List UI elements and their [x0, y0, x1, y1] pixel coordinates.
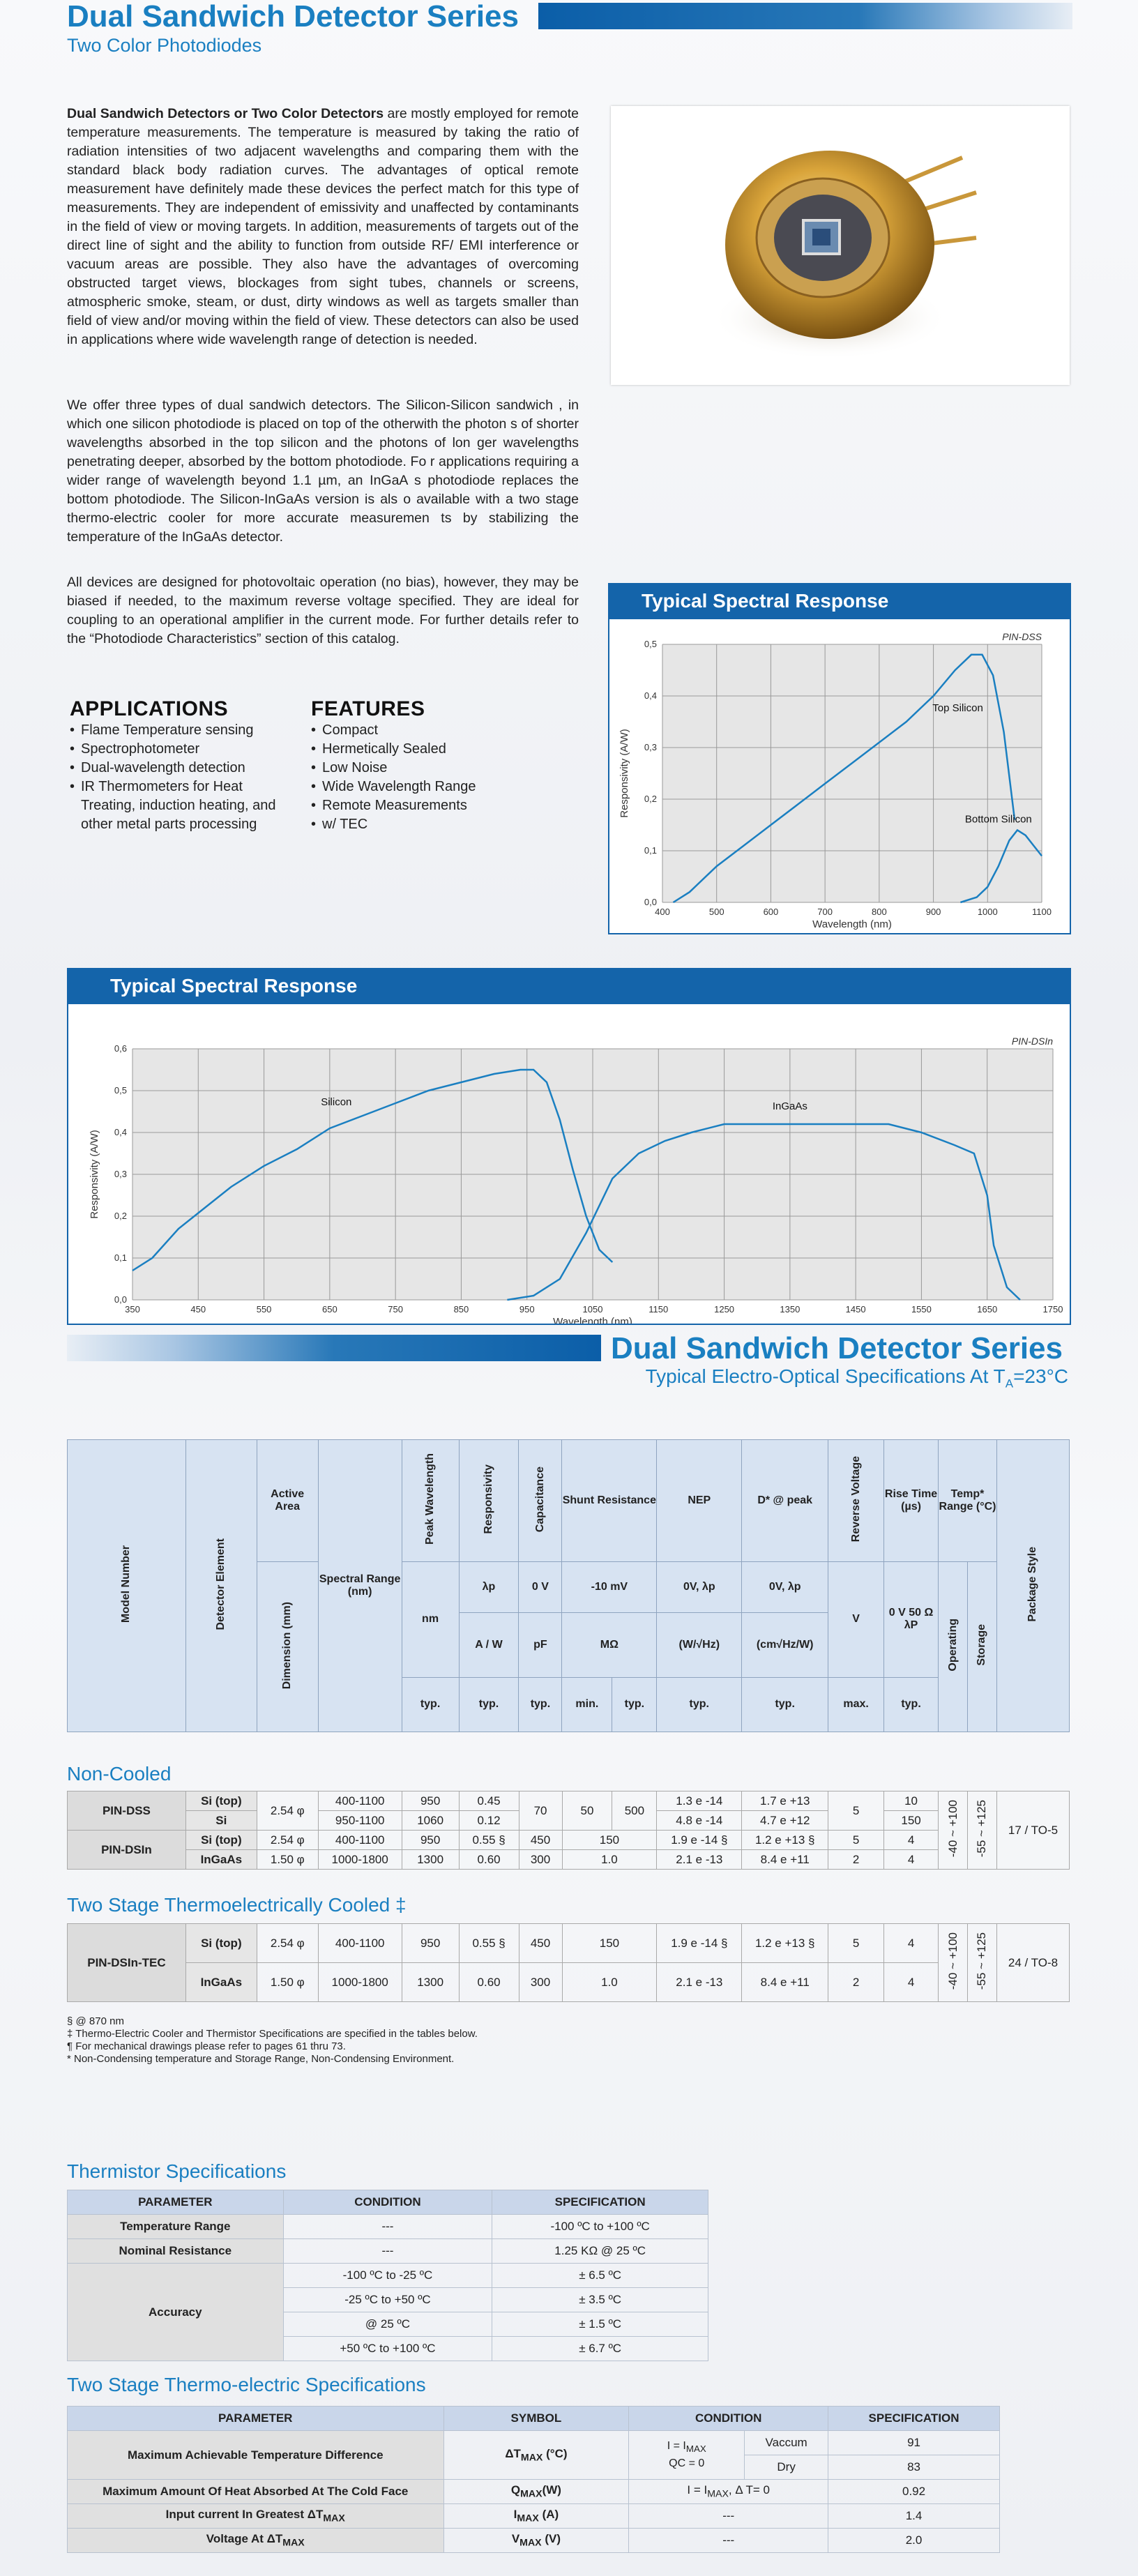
rv-cell: 5 [828, 1831, 884, 1850]
r-cell: 0.60 [459, 1850, 519, 1870]
x-tick-label: 600 [763, 907, 779, 917]
r-cell: 0.55 § [459, 1924, 519, 1963]
page-title: Dual Sandwich Detector Series [67, 0, 519, 33]
unit-nep: (W/√Hz) [657, 1612, 742, 1677]
col-active-area: Active Area [257, 1440, 318, 1562]
sr-cell: 400-1100 [318, 1791, 402, 1811]
shunt-cell: 1.0 [562, 1963, 657, 2002]
element-cell: InGaAs [185, 1963, 257, 2002]
intro-paragraph-1: Dual Sandwich Detectors or Two Color Detectors are mostly employed for remote temperature measurements. The temperature is measured by taking the ratio of radiation intensities of two adjacent wavelengths and comparing them with the standard black body radiation curves. The advantages of optical remote measurement have definitely made these devices the perfect match for this type of measurements. They are independent of emissivity and unaffected by contaminants in the field of view or moving targets. In addition, measurements of targets out of the direct line of sight and the ability to function from outside RF/ EMI interference or vacuum areas are possible. They also have the advantages of overcoming obstructed target views, blockages from sight tubes, channels or screens, atmospheric smoke, steam, or dust, dirty windows as well as targets smaller than field of view and/or moving within the field of view. These detectors can also be used in applications where wide wavelength range of detection is needed. [67, 106, 579, 347]
x-tick-label: 350 [125, 1304, 140, 1314]
th-cond: CONDITION [283, 2190, 492, 2215]
spec-cell: -100 ºC to +100 ºC [492, 2215, 708, 2239]
rv-cell: 2 [828, 1850, 884, 1870]
list-item: • Remote Measurements [311, 796, 534, 815]
op-cell: -40 ~ +100 [946, 1799, 959, 1858]
pk-cell: 950 [402, 1831, 459, 1850]
cond-nep: 0V, λp [657, 1562, 742, 1612]
spec-cell: ± 3.5 ºC [492, 2288, 708, 2312]
th-spec: SPECIFICATION [492, 2190, 708, 2215]
rt-cell: 4 [884, 1924, 939, 1963]
cond-cell: +50 ºC to +100 ºC [283, 2337, 492, 2361]
x-tick-label: 700 [817, 907, 833, 917]
element-cell: Si (top) [185, 1791, 257, 1811]
x-tick-label: 850 [453, 1304, 469, 1314]
footnotes [67, 2015, 764, 2066]
model-cell: PIN-DSIn-TEC [68, 1924, 186, 2002]
cap-cell: 300 [519, 1963, 562, 2002]
cond-cell: -100 ºC to -25 ºC [283, 2264, 492, 2288]
spec-cell: 91 [828, 2431, 1000, 2455]
product-photo [611, 106, 1070, 385]
spec-header-bar [67, 1335, 601, 1361]
col-package: Package Style [1026, 1546, 1039, 1622]
y-axis-label: Responsivity (A/W) [619, 729, 630, 818]
col-peak: Peak Wavelength [424, 1453, 437, 1545]
sr-cell: 400-1100 [318, 1924, 402, 1963]
dim-cell: 2.54 φ [257, 1924, 318, 1963]
unit-aw: A / W [459, 1612, 519, 1677]
table-row [68, 1791, 1070, 1811]
spec-cell: 0.92 [828, 2480, 1000, 2504]
rv-cell: 5 [828, 1791, 884, 1831]
rt-cell: 4 [884, 1850, 939, 1870]
chart-pin-dss [608, 583, 1071, 934]
param-cell: Temperature Range [68, 2215, 284, 2239]
d-cell: 4.7 e +12 [742, 1811, 828, 1831]
x-tick-label: 400 [655, 907, 670, 917]
unit-dstar: (cm√Hz/W) [742, 1612, 828, 1677]
sr-cell: 950-1100 [318, 1811, 402, 1831]
table-row [68, 1831, 1070, 1850]
sr-cell: 1000-1800 [318, 1850, 402, 1870]
param-cell: Accuracy [68, 2264, 284, 2361]
nep-cell: 2.1 e -13 [657, 1850, 742, 1870]
th-symbol: SYMBOL [443, 2407, 629, 2431]
chart-svg [609, 619, 1070, 933]
rv-cell: 2 [828, 1963, 884, 2002]
cap-cell: 450 [519, 1924, 562, 1963]
param-cell: Maximum Amount Of Heat Absorbed At The Cold Face [68, 2480, 444, 2504]
list-item: • Compact [311, 721, 534, 740]
x-tick-label: 1450 [845, 1304, 866, 1314]
page-subtitle: Two Color Photodiodes [67, 35, 262, 56]
element-cell: Si (top) [185, 1831, 257, 1850]
x-tick-label: 500 [708, 907, 724, 917]
spec-cell: 1.4 [828, 2504, 1000, 2529]
x-tick-label: 550 [256, 1304, 272, 1314]
typ: typ. [519, 1677, 562, 1732]
th-spec: SPECIFICATION [828, 2407, 1000, 2431]
col-model: Model Number [120, 1545, 132, 1623]
nep-cell: 2.1 e -13 [657, 1963, 742, 2002]
cond-cell: @ 25 ºC [283, 2312, 492, 2337]
r-cell: 0.45 [459, 1791, 519, 1811]
spec-cell: 2.0 [828, 2529, 1000, 2553]
rt-cell: 10 [884, 1791, 939, 1811]
element-cell: InGaAs [185, 1850, 257, 1870]
table-row [68, 2264, 708, 2288]
col-spectral-range: Spectral Range (nm) [318, 1440, 402, 1732]
pkg-cell: 17 / TO-5 [996, 1791, 1069, 1870]
col-storage: Storage [976, 1624, 988, 1666]
tec-table [67, 1923, 1070, 2002]
pk-cell: 1300 [402, 1850, 459, 1870]
cond-cell: --- [629, 2504, 828, 2529]
unit-mohm: MΩ [562, 1612, 657, 1677]
op-cell: -40 ~ +100 [946, 1932, 959, 1990]
footnote: ‡ Thermo-Electric Cooler and Thermistor Specifications are specified in the tables below. [67, 2028, 478, 2040]
tec-heading: Two Stage Thermoelectrically Cooled ‡ [67, 1894, 407, 1916]
col-reverse-voltage: Reverse Voltage [849, 1456, 862, 1543]
styp-cell: 500 [612, 1791, 657, 1831]
thermistor-heading: Thermistor Specifications [67, 2160, 287, 2182]
cond-cell: --- [283, 2239, 492, 2264]
th-param: PARAMETER [68, 2407, 444, 2431]
nep-cell: 1.9 e -14 § [657, 1831, 742, 1850]
features-list [311, 721, 534, 834]
sr-cell: 1000-1800 [318, 1963, 402, 2002]
d-cell: 8.4 e +11 [742, 1963, 828, 2002]
y-tick-label: 0,2 [644, 794, 657, 804]
spec-cell: ± 1.5 ºC [492, 2312, 708, 2337]
cond-cell: $I = I_{MAX}$ QC = 0 [629, 2431, 745, 2480]
x-tick-label: 1100 [1032, 907, 1052, 917]
x-tick-label: 950 [519, 1304, 535, 1314]
table-row [68, 2529, 1000, 2553]
noncooled-heading: Non-Cooled [67, 1763, 172, 1785]
y-tick-label: 0,6 [114, 1043, 127, 1054]
max: max. [828, 1677, 884, 1732]
col-element: Detector Element [215, 1538, 227, 1630]
y-tick-label: 0,1 [644, 845, 657, 856]
footnote: * Non-Condensing temperature and Storage Range, Non-Condensing Environment. [67, 2053, 455, 2065]
x-tick-label: 1350 [780, 1304, 801, 1314]
features-heading: FEATURES [311, 697, 425, 720]
cap-cell: 300 [519, 1850, 562, 1870]
series-label: InGaAs [772, 1100, 807, 1112]
footnote: § @ 870 nm [67, 2015, 124, 2027]
chart-title: Typical Spectral Response [609, 584, 1070, 619]
spec-cell: ± 6.5 ºC [492, 2264, 708, 2288]
element-cell: Si (top) [185, 1924, 257, 1963]
d-cell: 1.2 e +13 § [742, 1924, 828, 1963]
smin-cell: 50 [562, 1791, 612, 1831]
list-item: • Low Noise [311, 759, 534, 778]
chart-title: Typical Spectral Response [68, 969, 1070, 1004]
unit-nm: nm [402, 1562, 459, 1677]
list-item: • Flame Temperature sensing [70, 721, 279, 740]
x-tick-label: 800 [872, 907, 887, 917]
x-tick-label: 1050 [582, 1304, 603, 1314]
table-row [68, 1850, 1070, 1870]
symbol-cell: $V_{MAX}$ (V) [443, 2529, 629, 2553]
cond-rise: 0 V 50 Ω λP [884, 1562, 939, 1677]
list-item: • Dual-wavelength detection [70, 759, 279, 778]
model-cell: PIN-DSS [68, 1791, 186, 1831]
param-cell: Nominal Resistance [68, 2239, 284, 2264]
cap-cell: 450 [519, 1831, 562, 1850]
symbol-cell: $\Delta T_{MAX}$ (°C) [443, 2431, 629, 2480]
nep-cell: 1.3 e -14 [657, 1791, 742, 1811]
y-tick-label: 0,0 [114, 1294, 127, 1305]
cond-cell: --- [629, 2529, 828, 2553]
table-row [68, 2480, 1000, 2504]
col-responsivity: Responsivity [482, 1464, 494, 1534]
x-tick-label: 650 [322, 1304, 337, 1314]
x-tick-label: 450 [190, 1304, 206, 1314]
typ: typ. [402, 1677, 459, 1732]
element-cell: Si [185, 1811, 257, 1831]
x-tick-label: 1000 [977, 907, 998, 917]
applications-heading: APPLICATIONS [70, 697, 229, 720]
series-label: Top Silicon [932, 702, 983, 715]
noncooled-table [67, 1791, 1070, 1870]
table-row [68, 1963, 1070, 2002]
symbol-cell: $Q_{MAX}(W)$ [443, 2480, 629, 2504]
chart-svg [68, 1004, 1070, 1324]
dim-cell: 2.54 φ [257, 1831, 318, 1850]
d-cell: 8.4 e +11 [742, 1850, 828, 1870]
st-cell: -55 ~ +125 [975, 1799, 989, 1858]
x-axis-label: Wavelength (nm) [553, 1316, 632, 1324]
col-dimension: Dimension (mm) [281, 1601, 294, 1689]
col-capacitance: Capacitance [533, 1466, 546, 1532]
typ: typ. [742, 1677, 828, 1732]
x-tick-label: 1550 [911, 1304, 932, 1314]
chart-tag: PIN-DSIn [1011, 1036, 1053, 1047]
rt-cell: 4 [884, 1963, 939, 2002]
list-item: • Hermetically Sealed [311, 740, 534, 759]
model-cell: PIN-DSIn [68, 1831, 186, 1870]
param-cell: Voltage At $\Delta T_{MAX}$ [68, 2529, 444, 2553]
x-tick-label: 1250 [714, 1304, 735, 1314]
y-tick-label: 0,5 [114, 1085, 127, 1096]
cond-cell: Dry [745, 2455, 828, 2480]
col-temp-range: Temp* Range (°C) [939, 1440, 997, 1562]
thermistor-table [67, 2190, 708, 2361]
cap-cell: 70 [519, 1791, 562, 1831]
y-tick-label: 0,1 [114, 1252, 127, 1263]
y-tick-label: 0,2 [114, 1211, 127, 1221]
y-tick-label: 0,4 [644, 690, 657, 701]
y-axis-label: Responsivity (A/W) [89, 1130, 100, 1219]
min: min. [562, 1677, 612, 1732]
header-bar [538, 3, 1072, 29]
table-row [68, 2215, 708, 2239]
table-row [68, 1924, 1070, 1963]
r-cell: 0.60 [459, 1963, 519, 2002]
pk-cell: 950 [402, 1924, 459, 1963]
intro-paragraph-3: All devices are designed for photovoltaic operation (no bias), however, they may be biased if needed, to the maximum reverse voltage specified. They are ideal for coupling to an operational amplifier in the current mode. For further details refer to the “Photodiode Characteristics” section of this catalog. [67, 575, 579, 646]
symbol-cell: $I_{MAX}$ (A) [443, 2504, 629, 2529]
st-cell: -55 ~ +125 [975, 1932, 989, 1990]
rt-cell: 150 [884, 1811, 939, 1831]
sr-cell: 400-1100 [318, 1831, 402, 1850]
dim-cell: 1.50 φ [257, 1850, 318, 1870]
cond-dstar: 0V, λp [742, 1562, 828, 1612]
col-dstar: D* @ peak [742, 1440, 828, 1562]
x-tick-label: 900 [925, 907, 941, 917]
unit-v: V [828, 1562, 884, 1677]
spec-title: Dual Sandwich Detector Series [611, 1331, 1063, 1365]
pk-cell: 1060 [402, 1811, 459, 1831]
intro-paragraph-2: We offer three types of dual sandwich detectors. The Silicon-Silicon sandwich , in which one silicon photodiode is placed on top of the otherwith the photon s of shorter wavelengths absorbed in the top silicon and the photons of lon ger wavelengths penetrating deeper, absorbed by the bottom photodiode. Fo r applications requiring a wider range of wavelength beyond 1.1 µm, an InGaA s photodiode replaces the bottom photodiode. The Silicon-InGaAs version is als o available with a two stage thermo-electric cooler for more accurate measuremen ts by stabilizing the temperature of the InGaAs detector. [67, 397, 579, 545]
x-tick-label: 750 [388, 1304, 403, 1314]
cond-cell: $I = I_{MAX}$, Δ T= 0 [629, 2480, 828, 2504]
list-item: • w/ TEC [311, 815, 534, 834]
chart-tag: PIN-DSS [1002, 631, 1042, 642]
list-item: • Spectrophotometer [70, 740, 279, 759]
param-cell: Maximum Achievable Temperature Difference [68, 2431, 444, 2480]
col-rise-time: Rise Time (µs) [884, 1440, 939, 1562]
r-cell: 0.55 § [459, 1831, 519, 1850]
table-row [68, 2431, 1000, 2455]
y-tick-label: 0,3 [114, 1169, 127, 1179]
unit-pf: pF [519, 1612, 562, 1677]
r-cell: 0.12 [459, 1811, 519, 1831]
series-label: Silicon [321, 1096, 352, 1108]
y-tick-label: 0,4 [114, 1127, 127, 1137]
typ: typ. [612, 1677, 657, 1732]
spec-cell: ± 6.7 ºC [492, 2337, 708, 2361]
typ: typ. [459, 1677, 519, 1732]
th-cond: CONDITION [629, 2407, 828, 2431]
nep-cell: 1.9 e -14 § [657, 1924, 742, 1963]
list-item: • Wide Wavelength Range [311, 778, 534, 796]
spec-cell: 1.25 KΩ @ 25 ºC [492, 2239, 708, 2264]
spec-cell: 83 [828, 2455, 1000, 2480]
th-param: PARAMETER [68, 2190, 284, 2215]
x-tick-label: 1650 [977, 1304, 998, 1314]
shunt-cell: 150 [562, 1924, 657, 1963]
applications-list [70, 721, 279, 834]
list-item: • IR Thermometers for Heat Treating, induction heating, and other metal parts processing [70, 778, 279, 834]
x-tick-label: 1750 [1042, 1304, 1063, 1314]
chart-pin-dsin [67, 968, 1071, 1325]
cond-lp: λp [459, 1562, 519, 1612]
rt-cell: 4 [884, 1831, 939, 1850]
x-tick-label: 1150 [648, 1304, 669, 1314]
cond-cell: Vaccum [745, 2431, 828, 2455]
shunt-cell: 1.0 [562, 1850, 657, 1870]
y-tick-label: 0,5 [644, 639, 657, 649]
dim-cell: 2.54 φ [257, 1791, 318, 1831]
te-table [67, 2406, 1000, 2553]
d-cell: 1.2 e +13 § [742, 1831, 828, 1850]
col-nep: NEP [657, 1440, 742, 1562]
pkg-cell: 24 / TO-8 [996, 1924, 1069, 2002]
table-row [68, 2504, 1000, 2529]
spec-subtitle: Typical Electro-Optical Specifications At $T_A=23^\circ C$ [645, 1365, 1068, 1391]
rv-cell: 5 [828, 1924, 884, 1963]
cond-cell: --- [283, 2215, 492, 2239]
series-label: Bottom Silicon [964, 813, 1032, 826]
te-heading: Two Stage Thermo-electric Specifications [67, 2374, 426, 2395]
dim-cell: 1.50 φ [257, 1963, 318, 2002]
d-cell: 1.7 e +13 [742, 1791, 828, 1811]
cond-10mv: -10 mV [562, 1562, 657, 1612]
typ: typ. [884, 1677, 939, 1732]
y-tick-label: 0,3 [644, 742, 657, 752]
cond-cell: -25 ºC to +50 ºC [283, 2288, 492, 2312]
x-axis-label: Wavelength (nm) [812, 918, 892, 930]
y-tick-label: 0,0 [644, 897, 657, 907]
col-operating: Operating [946, 1619, 959, 1672]
pk-cell: 950 [402, 1791, 459, 1811]
typ: typ. [657, 1677, 742, 1732]
nep-cell: 4.8 e -14 [657, 1811, 742, 1831]
cond-0v: 0 V [519, 1562, 562, 1612]
shunt-cell: 150 [562, 1831, 657, 1850]
spec-header-table [67, 1439, 1070, 1732]
table-row [68, 2239, 708, 2264]
footnote: ¶ For mechanical drawings please refer to pages 61 thru 73. [67, 2040, 346, 2052]
param-cell: Input current In Greatest $\Delta T_{MAX}$ [68, 2504, 444, 2529]
col-shunt: Shunt Resistance [562, 1440, 657, 1562]
pk-cell: 1300 [402, 1963, 459, 2002]
